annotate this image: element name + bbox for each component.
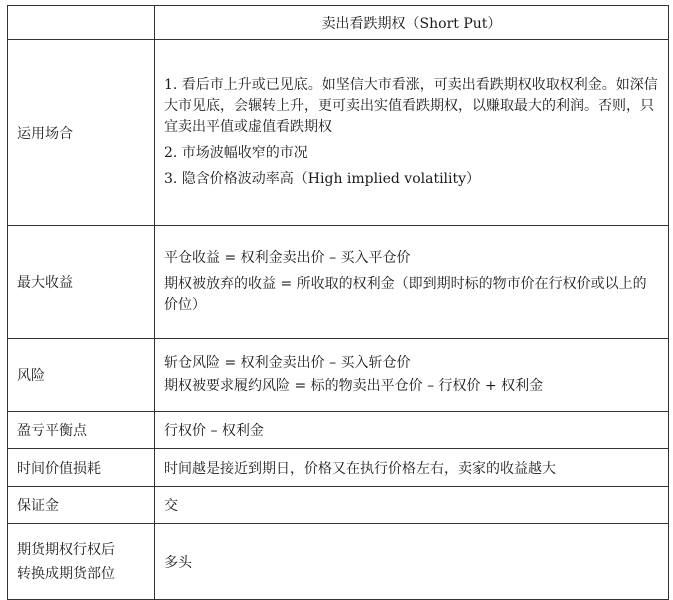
row-content-risk (155, 339, 669, 412)
usage-line-2: 2. 市场波幅收窄的市况 (164, 145, 308, 161)
row-content-margin: 交 (155, 487, 669, 524)
futures-label-line-1: 期货期权行权后 (17, 541, 115, 558)
header-title-cell: 卖出看跌期权（Short Put） (155, 6, 669, 40)
short-put-table (7, 5, 669, 600)
table-row-usage (8, 40, 669, 226)
row-label-usage: 运用场合 (8, 40, 155, 226)
table-header-row (8, 6, 669, 40)
futures-label-line-2: 转换成期货部位 (17, 565, 115, 582)
row-content-time-decay: 时间越是接近到期日，价格又在执行价格左右，卖家的收益越大 (155, 449, 669, 487)
row-content-usage (155, 40, 669, 226)
row-content-futures-position: 多头 (155, 524, 669, 600)
row-label-time-decay: 时间价值损耗 (8, 449, 155, 487)
row-label-risk: 风险 (8, 339, 155, 412)
row-content-max-profit (155, 226, 669, 339)
max-profit-line-2: 期权被放弃的收益 = 所收取的权利金（即到期时标的物市价在行权价或以上的价位） (164, 276, 647, 313)
header-left-cell (8, 6, 155, 40)
risk-line-2: 期权被要求履约风险 = 标的物卖出平仓价 – 行权价 + 权利金 (164, 378, 544, 394)
row-label-margin: 保证金 (8, 487, 155, 524)
max-profit-line-1: 平仓收益 = 权利金卖出价 – 买入平仓价 (164, 250, 411, 266)
risk-line-1: 斩仓风险 = 权利金卖出价 – 买入斩仓价 (164, 355, 411, 371)
table-row-margin (8, 487, 669, 524)
row-content-breakeven: 行权价 – 权利金 (155, 412, 669, 449)
table-row-risk (8, 339, 669, 412)
row-label-breakeven: 盈亏平衡点 (8, 412, 155, 449)
row-label-max-profit: 最大收益 (8, 226, 155, 339)
table-row-time-decay (8, 449, 669, 487)
table-row-futures-position (8, 524, 669, 600)
table-row-max-profit (8, 226, 669, 339)
usage-line-3: 3. 隐含价格波动率高（High implied volatility） (164, 171, 481, 187)
usage-line-1: 1. 看后市上升或已见底。如坚信大市看涨，可卖出看跌期权收取权利金。如深信大市见底，会辗转上升，更可卖出实值看跌期权，以赚取最大的利润。否则，只宜卖出平值或虚值看跌期权 (164, 77, 658, 135)
row-label-futures-position (8, 524, 155, 600)
table-row-breakeven (8, 412, 669, 449)
